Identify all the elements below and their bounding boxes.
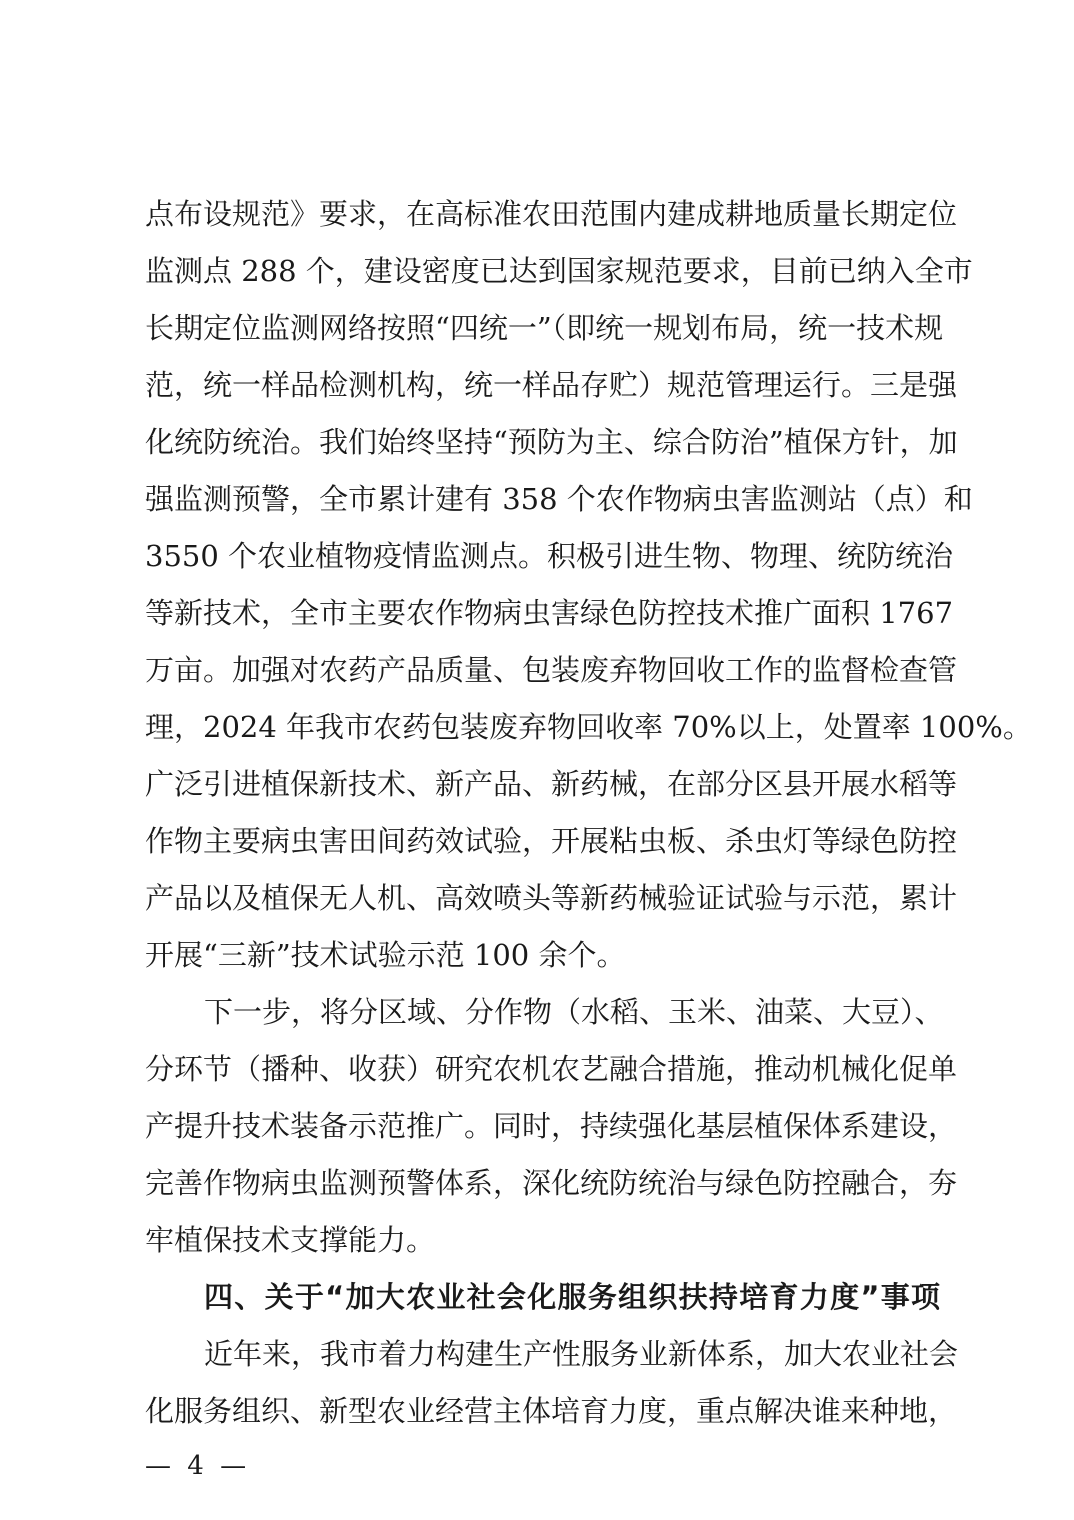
- paragraph-line: 点布设规范》要求，在高标准农田范围内建成耕地质量长期定位: [145, 197, 958, 231]
- paragraph-line: 万亩。加强对农药产品质量、包装废弃物回收工作的监督检查管: [145, 653, 958, 687]
- section-heading: 四、关于“加大农业社会化服务组织扶持培育力度”事项: [204, 1280, 940, 1314]
- paragraph-line: 作物主要病虫害田间药效试验，开展粘虫板、杀虫灯等绿色防控: [145, 824, 958, 858]
- paragraph-line: 强监测预警，全市累计建有 358 个农作物病虫害监测站（点）和: [145, 482, 973, 516]
- paragraph-line: 监测点 288 个，建设密度已达到国家规范要求，目前已纳入全市: [145, 254, 973, 288]
- paragraph-line: 广泛引进植保新技术、新产品、新药械，在部分区县开展水稻等: [145, 767, 958, 801]
- paragraph-line: 化统防统治。我们始终坚持“预防为主、综合防治”植保方针，加: [145, 425, 958, 459]
- paragraph-line: 分环节（播种、收获）研究农机农艺融合措施，推动机械化促单: [145, 1052, 958, 1086]
- page-number: — 4 —: [145, 1451, 251, 1481]
- paragraph-line: 长期定位监测网络按照“四统一”（即统一规划布局，统一技术规: [145, 311, 944, 345]
- paragraph-line: 牢植保技术支撑能力。: [145, 1223, 436, 1257]
- paragraph-line: 下一步，将分区域、分作物（水稻、玉米、油菜、大豆）、: [204, 995, 944, 1029]
- paragraph-line: 等新技术，全市主要农作物病虫害绿色防控技术推广面积 1767: [145, 596, 954, 630]
- paragraph-line: 完善作物病虫监测预警体系，深化统防统治与绿色防控融合，夯: [145, 1166, 958, 1200]
- paragraph-line: 3550 个农业植物疫情监测点。积极引进生物、物理、统防统治: [145, 539, 954, 573]
- paragraph-line: 产提升技术装备示范推广。同时，持续强化基层植保体系建设，: [145, 1109, 958, 1143]
- paragraph-line: 开展“三新”技术试验示范 100 余个。: [145, 938, 626, 972]
- paragraph-line: 近年来，我市着力构建生产性服务业新体系，加大农业社会: [204, 1337, 959, 1371]
- paragraph-line: 化服务组织、新型农业经营主体培育力度，重点解决谁来种地，: [145, 1394, 958, 1428]
- paragraph-line: 理，2024 年我市农药包装废弃物回收率 70%以上，处置率 100%。: [145, 710, 1032, 744]
- paragraph-line: 范，统一样品检测机构，统一样品存贮）规范管理运行。三是强: [145, 368, 958, 402]
- paragraph-line: 产品以及植保无人机、高效喷头等新药械验证试验与示范，累计: [145, 881, 958, 915]
